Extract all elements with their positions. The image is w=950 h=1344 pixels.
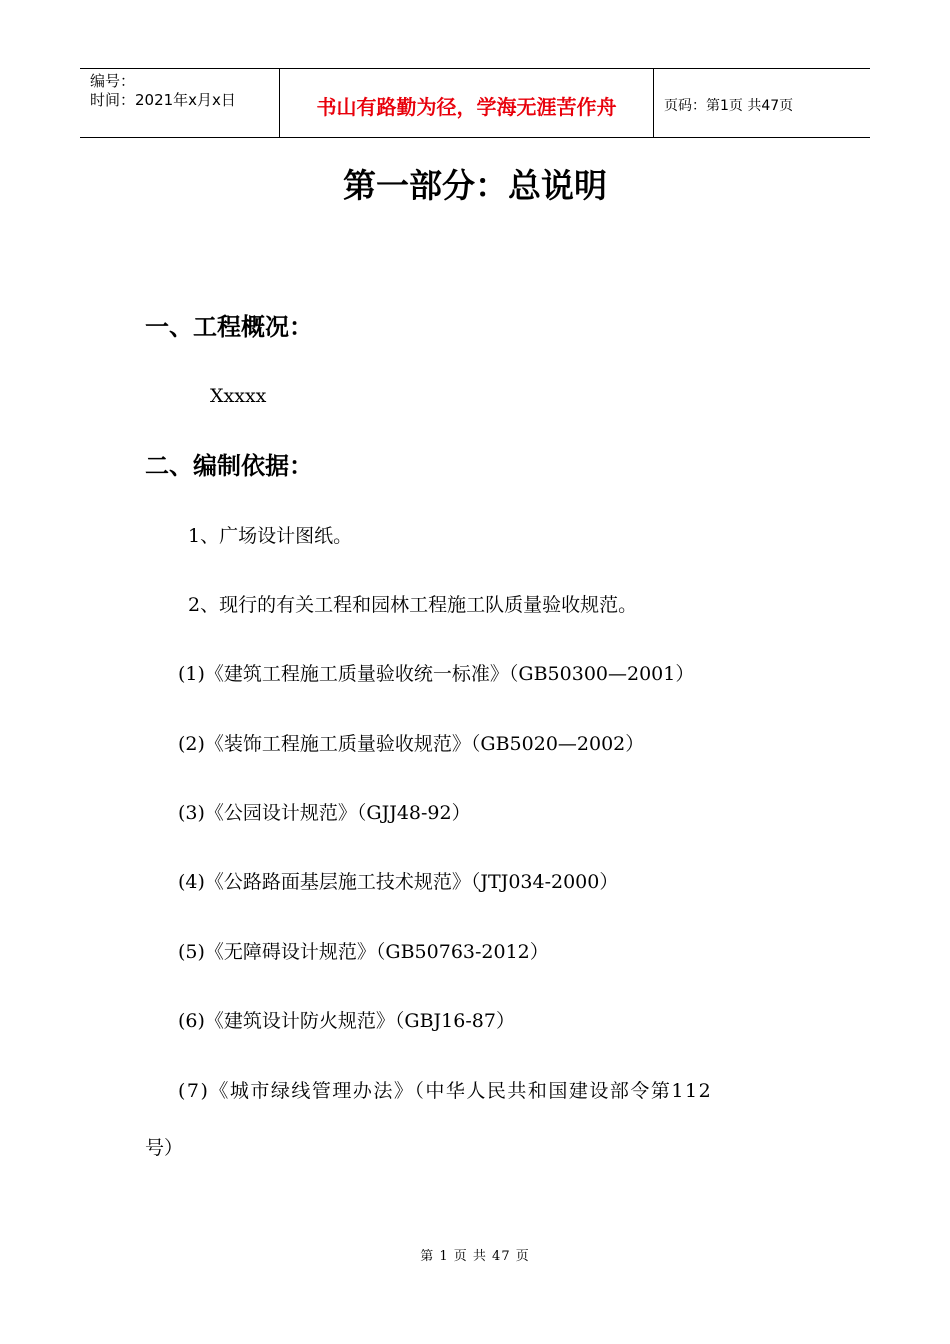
- standard-item: (1)《建筑工程施工质量验收统一标准》（GB50300—2001）: [178, 663, 695, 685]
- basis-item-1: 1、广场设计图纸。: [188, 525, 353, 547]
- overview-text: Xxxxx: [210, 385, 267, 407]
- header-left-cell: [80, 69, 280, 137]
- standard-item: (2)《装饰工程施工质量验收规范》（GB5020—2002）: [178, 733, 645, 755]
- standard-item-continuation: 号）: [145, 1137, 184, 1159]
- date-label: 时间：2021年x月x日: [90, 91, 236, 109]
- page-footer: 第 1 页 共 47 页: [420, 1249, 530, 1264]
- standard-item: (7)《城市绿线管理办法》（中华人民共和国建设部令第112: [178, 1080, 713, 1102]
- header-page-info: 页码：第1页 共47页: [664, 98, 794, 114]
- header-motto: 书山有路勤为径，学海无涯苦作舟: [280, 69, 654, 137]
- standard-item: (4)《公路路面基层施工技术规范》（JTJ034-2000）: [178, 871, 619, 893]
- page-title: 第一部分：总说明: [343, 166, 607, 205]
- standard-item: (6)《建筑设计防火规范》（GBJ16-87）: [178, 1010, 515, 1032]
- standard-item: (5)《无障碍设计规范》（GB50763-2012）: [178, 941, 549, 963]
- standard-item: (3)《公园设计规范》（GJJ48-92）: [178, 802, 471, 824]
- section-heading-basis: 二、编制依据：: [145, 452, 313, 480]
- basis-item-2: 2、现行的有关工程和园林工程施工队质量验收规范。: [188, 594, 638, 616]
- document-header: [80, 68, 870, 138]
- section-heading-overview: 一、工程概况：: [145, 313, 313, 341]
- doc-number-label: 编号：: [90, 72, 136, 90]
